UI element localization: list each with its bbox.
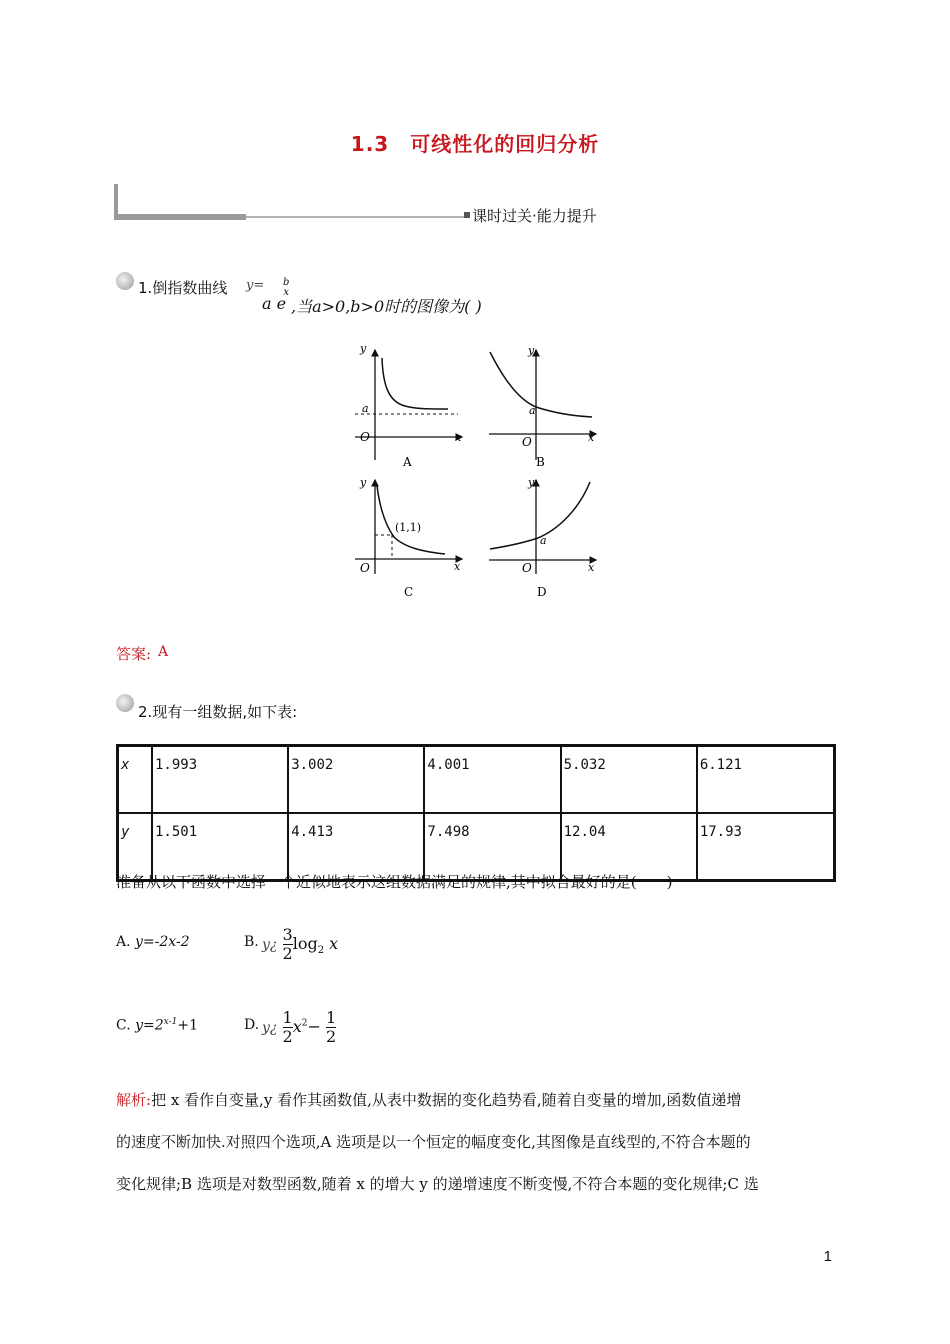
table-cell: 17.93 [697, 813, 835, 881]
page-title: 1.3 可线性化的回归分析 [350, 132, 600, 156]
option-d-fraction-1 [283, 1009, 293, 1046]
option-b-expr [262, 926, 338, 963]
option-c-tail: +1 [177, 1017, 198, 1034]
graph-c-note: (1,1) [395, 521, 422, 534]
graph-c-label: C [404, 585, 414, 599]
graph-c-origin: O [360, 561, 370, 575]
table-cell-var: x [118, 746, 153, 814]
option-c-lhs: y=2 [135, 1017, 164, 1034]
option-d-lhs: y¿ [262, 1020, 278, 1036]
data-table [116, 744, 836, 882]
analysis-label: 解析: [116, 1091, 152, 1109]
answer-value: A [158, 644, 169, 660]
graph-b-x-label: x [588, 431, 595, 444]
option-d-num-2: 1 [325, 1008, 337, 1027]
option-b-num: 3 [282, 925, 293, 944]
option-c-label: C. [116, 1017, 131, 1034]
option-a [116, 934, 190, 950]
graph-a-x-label: x [455, 431, 462, 444]
option-b-label: B. [244, 934, 259, 950]
graph-b-origin: O [522, 435, 532, 449]
table-cell: 4.413 [288, 813, 424, 881]
analysis-line-3: 变化规律;B 选项是对数型函数,随着 x 的增大 y 的递增速度不断变慢,不符合本题的变化规律;C 选 [116, 1175, 759, 1193]
graph-c-x-label: x [454, 560, 461, 573]
graph-c-y-label: y [360, 476, 367, 489]
question-2-prompt: 准备从以下函数中选择一个近似地表示这组数据满足的规律,其中拟合最好的是( ) [116, 873, 673, 891]
formula-lhs: y= [246, 278, 265, 293]
option-d-minus: − [307, 1017, 321, 1036]
option-b-log: log [292, 934, 318, 953]
question-1-number: 1. [138, 279, 153, 297]
option-b-sub: 2 [317, 945, 325, 957]
option-d-expr [262, 1009, 336, 1046]
option-d-num-1: 1 [282, 1008, 293, 1027]
graph-d-label: D [537, 585, 547, 599]
exponent-numerator: b [283, 277, 290, 288]
option-c [116, 1017, 198, 1034]
table-row [118, 746, 835, 814]
graph-a [350, 340, 470, 474]
section-band-label: 课时过关·能力提升 [472, 207, 597, 225]
formula-base [262, 294, 286, 313]
option-d-var: x [292, 1017, 302, 1036]
graph-b-note: a [529, 404, 536, 417]
graph-d-y-label: y [528, 476, 535, 489]
graph-a-y-label: y [360, 342, 367, 355]
question-1-condition: ,当a>0,b>0时的图像为( ) [291, 297, 482, 316]
question-1-stem: 倒指数曲线 [152, 279, 228, 297]
question-bullet-icon [116, 272, 134, 290]
option-d-den-1: 2 [282, 1027, 293, 1046]
option-d-den-2: 2 [325, 1027, 337, 1046]
table-cell: 4.001 [424, 746, 560, 814]
question-2-number: 2. [138, 703, 153, 721]
formula-e: e [276, 294, 287, 313]
analysis-line-1 [116, 1080, 836, 1120]
option-d-fraction-2 [326, 1009, 336, 1046]
graph-a-label: A [403, 455, 412, 469]
question-1-text [138, 277, 227, 298]
option-b-fraction [283, 926, 293, 963]
graph-a-note: a [362, 402, 369, 415]
graph-d-origin: O [522, 561, 532, 575]
table-cell: 7.498 [424, 813, 560, 881]
graph-a-origin: O [360, 430, 370, 444]
option-a-expr: y=-2x-2 [135, 934, 190, 950]
exponent-denominator: x [283, 287, 290, 298]
option-c-sup: x-1 [163, 1017, 178, 1027]
option-d-sup: 2 [301, 1018, 308, 1029]
option-a-label: A. [116, 934, 131, 950]
graph-c [350, 474, 470, 604]
graph-d-note: a [540, 534, 547, 547]
question-2-stem: 现有一组数据,如下表: [152, 703, 298, 721]
question-bullet-icon [116, 694, 134, 712]
table-cell: 6.121 [697, 746, 835, 814]
option-b-den: 2 [282, 944, 293, 963]
graph-b-y-label: y [528, 344, 535, 357]
table-cell: 1.993 [152, 746, 288, 814]
analysis-text-1: 把 x 看作自变量,y 看作其函数值,从表中数据的变化趋势看,随着自变量的增加,函数值递增 [151, 1091, 742, 1109]
table-cell: 3.002 [288, 746, 424, 814]
section-band [112, 180, 472, 224]
question-2-text [138, 701, 297, 722]
table-cell-var: y [118, 813, 153, 881]
formula-a: a [262, 294, 272, 313]
option-d-label: D. [244, 1017, 260, 1033]
answer-label: 答案: [116, 645, 152, 663]
graph-b [484, 340, 604, 474]
table-cell: 1.501 [152, 813, 288, 881]
page-number: 1 [823, 1248, 832, 1265]
analysis-line-2: 的速度不断加快.对照四个选项,A 选项是以一个恒定的幅度变化,其图像是直线型的,不符合本题的 [116, 1133, 751, 1151]
table-cell: 12.04 [561, 813, 697, 881]
graph-d [484, 474, 604, 604]
option-b-var: x [329, 934, 339, 953]
graph-b-label: B [536, 455, 545, 469]
option-b-lhs: y¿ [262, 937, 278, 953]
graph-d-x-label: x [588, 561, 595, 574]
table-cell: 5.032 [561, 746, 697, 814]
